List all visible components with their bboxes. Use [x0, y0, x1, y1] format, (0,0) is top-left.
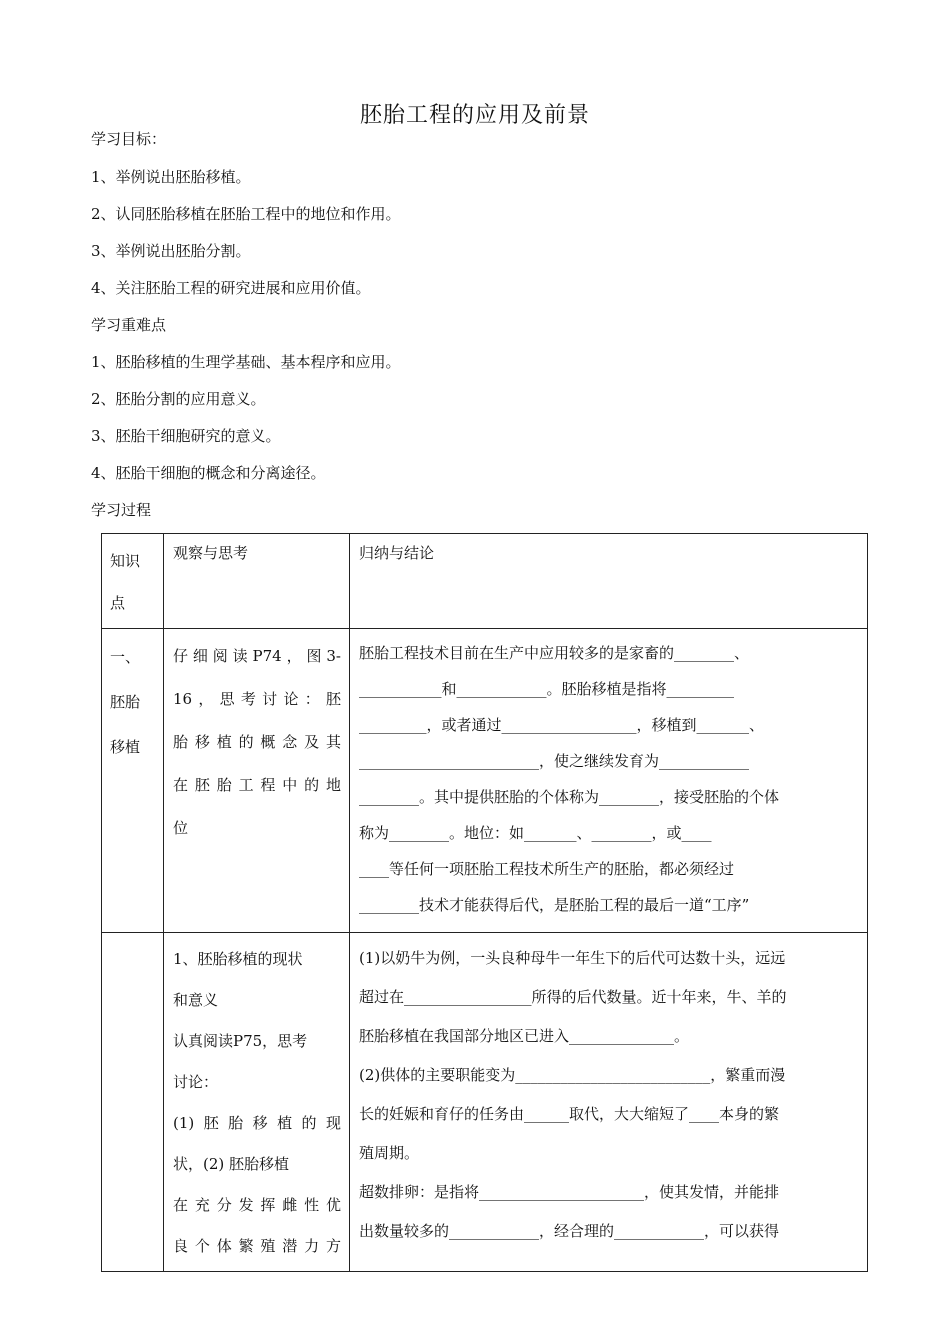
row1-col3-line: 胚胎工程技术目前在生产中应用较多的是家畜的________、	[359, 644, 750, 662]
row2-col2-line: 1、胚胎移植的现状	[173, 950, 303, 968]
row2-col2-line: 讨论：	[173, 1073, 219, 1091]
header-col2-text: 观察与思考	[173, 544, 249, 562]
row2-col2-line: 状，(2) 胚胎移植	[173, 1155, 290, 1173]
row2-knowledge-point	[102, 933, 164, 1272]
row2-col3-line: 长的妊娠和育仔的任务由______取代，大大缩短了____本身的繁	[359, 1105, 780, 1123]
header-knowledge-point	[102, 534, 164, 629]
row1-col1-line: 一、	[110, 648, 141, 666]
row2-col3-line: 出数量较多的____________，经合理的____________，可以获得	[359, 1222, 780, 1240]
keypoint-4: 4、胚胎干细胞的概念和分离途径。	[91, 464, 326, 482]
keypoint-1: 1、胚胎移植的生理学基础、基本程序和应用。	[91, 353, 401, 371]
row2-summary-conclusion	[350, 933, 868, 1272]
row2-col3-line: 超过在_________________所得的后代数量。近十年来，牛、羊的	[359, 988, 787, 1006]
header-col1-line: 点	[110, 594, 126, 612]
row1-col3-line: ____等任何一项胚胎工程技术所生产的胚胎，都必须经过	[359, 860, 735, 878]
table-row	[102, 629, 868, 933]
row2-col2-line: 良个体繁殖潜力方	[173, 1237, 341, 1255]
row1-observe-think	[164, 629, 350, 933]
row1-col3-line: ___________和____________。胚胎移植是指将_________	[359, 680, 735, 698]
row2-observe-think	[164, 933, 350, 1272]
row1-col3-line: ________________________，使之继续发育为____________	[359, 752, 750, 770]
objective-2: 2、认同胚胎移植在胚胎工程中的地位和作用。	[91, 205, 401, 223]
row1-col1-line: 胚胎	[110, 693, 141, 711]
header-summary-conclusion	[350, 534, 868, 629]
row1-col2-line: 仔细阅读P74，图3-	[173, 647, 341, 665]
row1-col2-line: 位	[173, 819, 189, 837]
row2-col3-line: (1)以奶牛为例，一头良种母牛一年生下的后代可达数十头，远远	[359, 949, 786, 967]
objectives-heading: 学习目标：	[91, 130, 167, 148]
process-heading: 学习过程	[91, 501, 152, 519]
header-observe-think	[164, 534, 350, 629]
study-table	[101, 533, 868, 1272]
row1-col3-line: ________。其中提供胚胎的个体称为________，接受胚胎的个体	[359, 788, 780, 806]
table-row	[102, 933, 868, 1272]
row1-knowledge-point	[102, 629, 164, 933]
row1-col3-line: ________技术才能获得后代，是胚胎工程的最后一道“工序”	[359, 896, 750, 914]
row1-col1-line: 移植	[110, 738, 141, 756]
header-col1-line: 知识	[110, 552, 141, 570]
keypoint-3: 3、胚胎干细胞研究的意义。	[91, 427, 281, 445]
objective-1: 1、举例说出胚胎移植。	[91, 168, 251, 186]
keypoints-heading: 学习重难点	[91, 316, 167, 334]
row1-col2-line: 在胚胎工程中的地	[173, 776, 341, 794]
row1-summary-conclusion	[350, 629, 868, 933]
row1-col2-line: 胎移植的概念及其	[173, 733, 341, 751]
keypoint-2: 2、胚胎分割的应用意义。	[91, 390, 266, 408]
row2-col2-line: (1)胚胎移植的现	[173, 1114, 341, 1132]
row2-col3-line: 超数排卵：是指将______________________，使其发情，并能排	[359, 1183, 780, 1201]
table-header-row	[102, 534, 868, 629]
row2-col3-line: 殖周期。	[359, 1144, 420, 1162]
row2-col3-line: (2)供体的主要职能变为__________________________，繁重而漫	[359, 1066, 786, 1084]
page-title: 胚胎工程的应用及前景	[359, 103, 590, 128]
row1-col3-line: _________，或者通过__________________，移植到_______、	[359, 716, 765, 734]
row2-col3-line: 胚胎移植在我国部分地区已进入______________。	[359, 1027, 690, 1045]
row2-col2-line: 认真阅读P75，思考	[173, 1032, 308, 1050]
row2-col2-line: 和意义	[173, 991, 219, 1009]
objective-3: 3、举例说出胚胎分割。	[91, 242, 251, 260]
row1-col3-line: 称为________。地位：如_______、________，或____	[359, 824, 712, 842]
header-col3-text: 归纳与结论	[359, 544, 435, 562]
row2-col2-line: 在充分发挥雌性优	[173, 1196, 341, 1214]
objective-4: 4、关注胚胎工程的研究进展和应用价值。	[91, 279, 371, 297]
row1-col2-line: 16，思考讨论：胚	[173, 690, 341, 708]
